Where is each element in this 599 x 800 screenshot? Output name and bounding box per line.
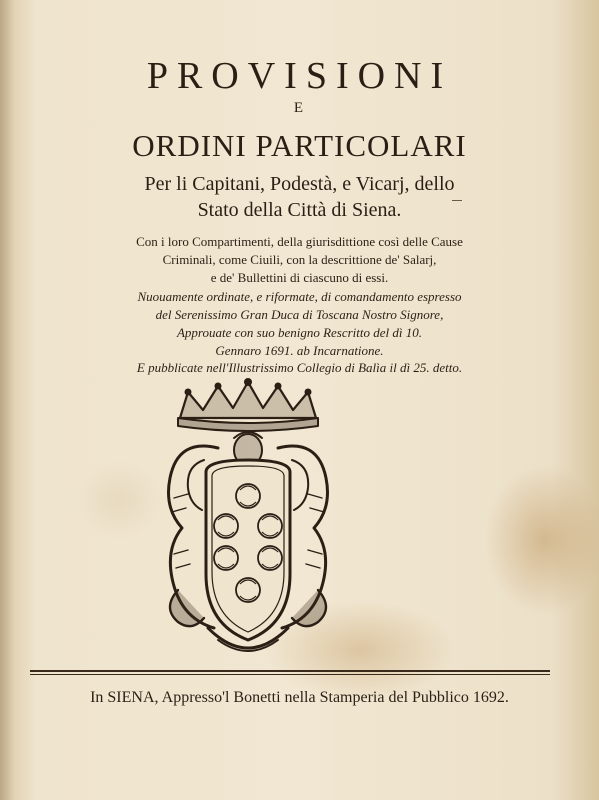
italic-line-2: del Serenissimo Gran Duca di Toscana Nostro Signore, — [155, 307, 444, 322]
italic-line-5: E pubblicate nell'Illustrissimo Collegio di Balìa il dì 25. detto. — [136, 360, 463, 375]
title-conjunction: E — [293, 100, 306, 116]
imprint-line: In SIENA, Appresso'l Bonetti nella Stamperia del Pubblico 1692. — [90, 689, 509, 706]
ink-mark — [452, 200, 462, 201]
page-spine-shadow — [0, 0, 14, 800]
title-second: ORDINI PARTICOLARI — [132, 128, 467, 163]
body-line-1: Con i loro Compartimenti, della giurisdittione così delle Cause — [136, 234, 463, 249]
imprint-rule-thin — [30, 674, 550, 675]
body-line-2: Criminali, come Ciuili, con la descrittione de' Salarj, — [162, 252, 437, 267]
body-line-3: e de' Bullettini di ciascuno di essi. — [210, 270, 389, 285]
italic-line-4: Gennaro 1691. ab Incarnatione. — [215, 343, 384, 358]
italic-line-1: Nuouamente ordinate, e riformate, di comandamento espresso — [137, 289, 462, 304]
medici-coat-of-arms-icon — [148, 378, 348, 668]
subtitle-line-1: Per li Capitani, Podestà, e Vicarj, dello — [144, 173, 455, 195]
italic-line-3: Approuate con suo benigno Rescritto del dì 10. — [176, 325, 423, 340]
subtitle-line-2: Stato della Città di Siena. — [197, 199, 402, 221]
imprint-rule-thick — [30, 670, 550, 672]
title-main: PROVISIONI — [146, 55, 453, 97]
